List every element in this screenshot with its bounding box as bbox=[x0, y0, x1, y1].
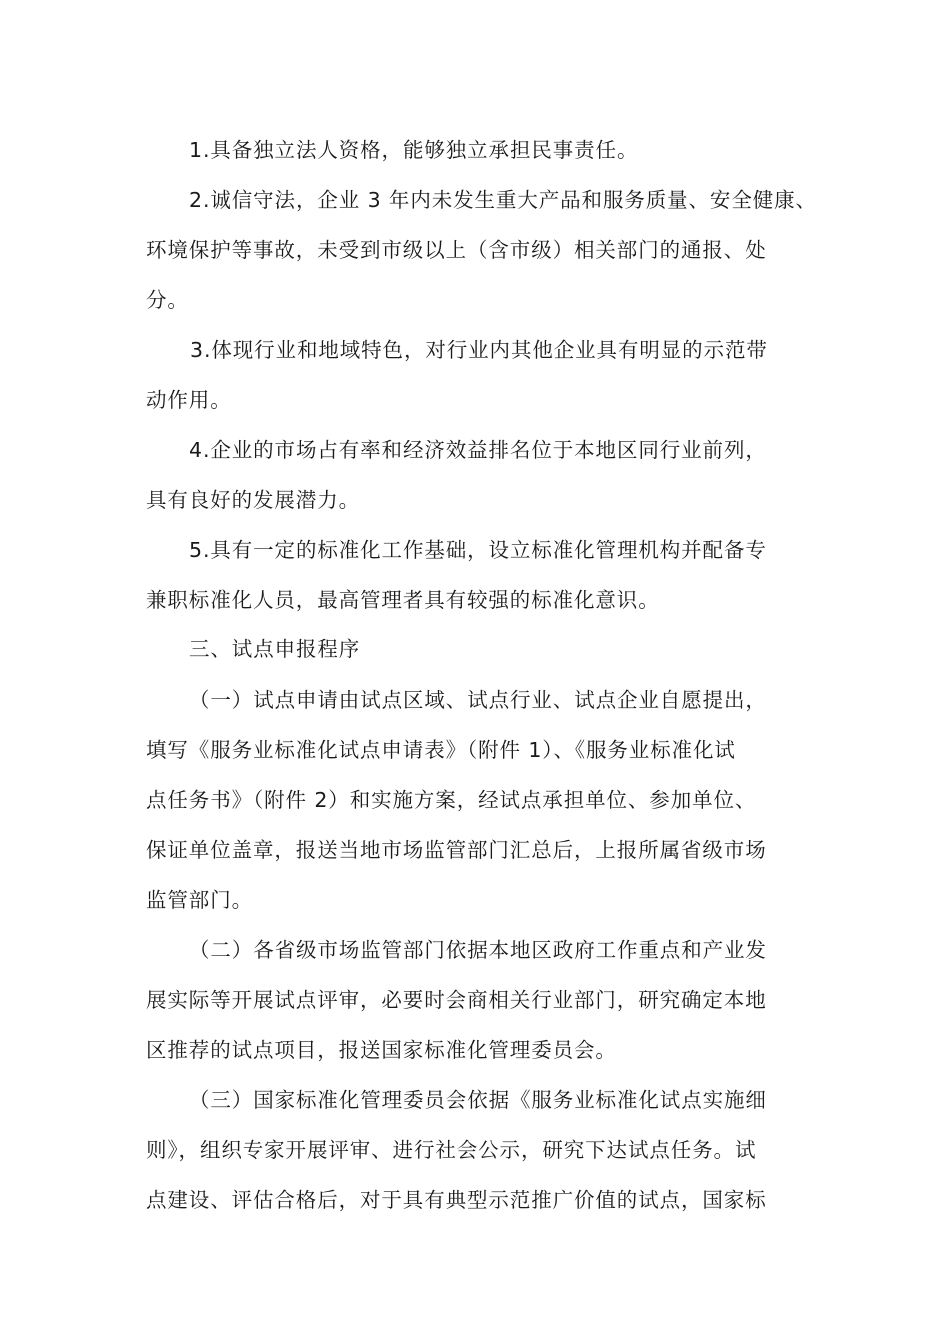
step-2-line-1: （二）各省级市场监管部门依据本地区政府工作重点和产业发 bbox=[189, 938, 767, 962]
criterion-5-line-1: 5.具有一定的标准化工作基础，设立标准化管理机构并配备专 bbox=[189, 538, 767, 562]
step-1-line-4: 保证单位盖章，报送当地市场监管部门汇总后，上报所属省级市场 bbox=[146, 838, 767, 862]
criterion-3-line-1: 3.体现行业和地域特色，对行业内其他企业具有明显的示范带 bbox=[190, 338, 768, 362]
step-3-line-1: （三）国家标准化管理委员会依据《服务业标准化试点实施细 bbox=[189, 1088, 767, 1112]
criterion-4-line-2: 具有良好的发展潜力。 bbox=[146, 488, 360, 512]
criterion-3-line-2: 动作用。 bbox=[146, 388, 232, 412]
criterion-4-line-1: 4.企业的市场占有率和经济效益排名位于本地区同行业前列， bbox=[189, 438, 767, 462]
step-3-line-3: 点建设、评估合格后，对于具有典型示范推广价值的试点，国家标 bbox=[146, 1188, 767, 1212]
step-1-line-1: （一）试点申请由试点区域、试点行业、试点企业自愿提出， bbox=[189, 688, 767, 712]
step-2-line-3: 区推荐的试点项目，报送国家标准化管理委员会。 bbox=[146, 1038, 617, 1062]
step-1-line-2: 填写《服务业标准化试点申请表》（附件 1）、《服务业标准化试 bbox=[146, 738, 736, 762]
criterion-2-line-1: 2.诚信守法，企业 3 年内未发生重大产品和服务质量、安全健康、 bbox=[189, 188, 817, 212]
section-heading: 三、试点申报程序 bbox=[189, 637, 361, 661]
criterion-1-line: 1.具备独立法人资格，能够独立承担民事责任。 bbox=[189, 138, 639, 162]
criterion-2-line-3: 分。 bbox=[146, 288, 189, 312]
step-2-line-2: 展实际等开展试点评审，必要时会商相关行业部门，研究确定本地 bbox=[146, 988, 767, 1012]
step-1-line-3: 点任务书》（附件 2）和实施方案，经试点承担单位、参加单位、 bbox=[146, 788, 757, 812]
criterion-2-line-2: 环境保护等事故，未受到市级以上（含市级）相关部门的通报、处 bbox=[146, 238, 767, 262]
step-3-line-2: 则》，组织专家开展评审、进行社会公示，研究下达试点任务。试 bbox=[146, 1138, 757, 1162]
step-1-line-5: 监管部门。 bbox=[146, 888, 253, 912]
criterion-5-line-2: 兼职标准化人员，最高管理者具有较强的标准化意识。 bbox=[146, 588, 660, 612]
